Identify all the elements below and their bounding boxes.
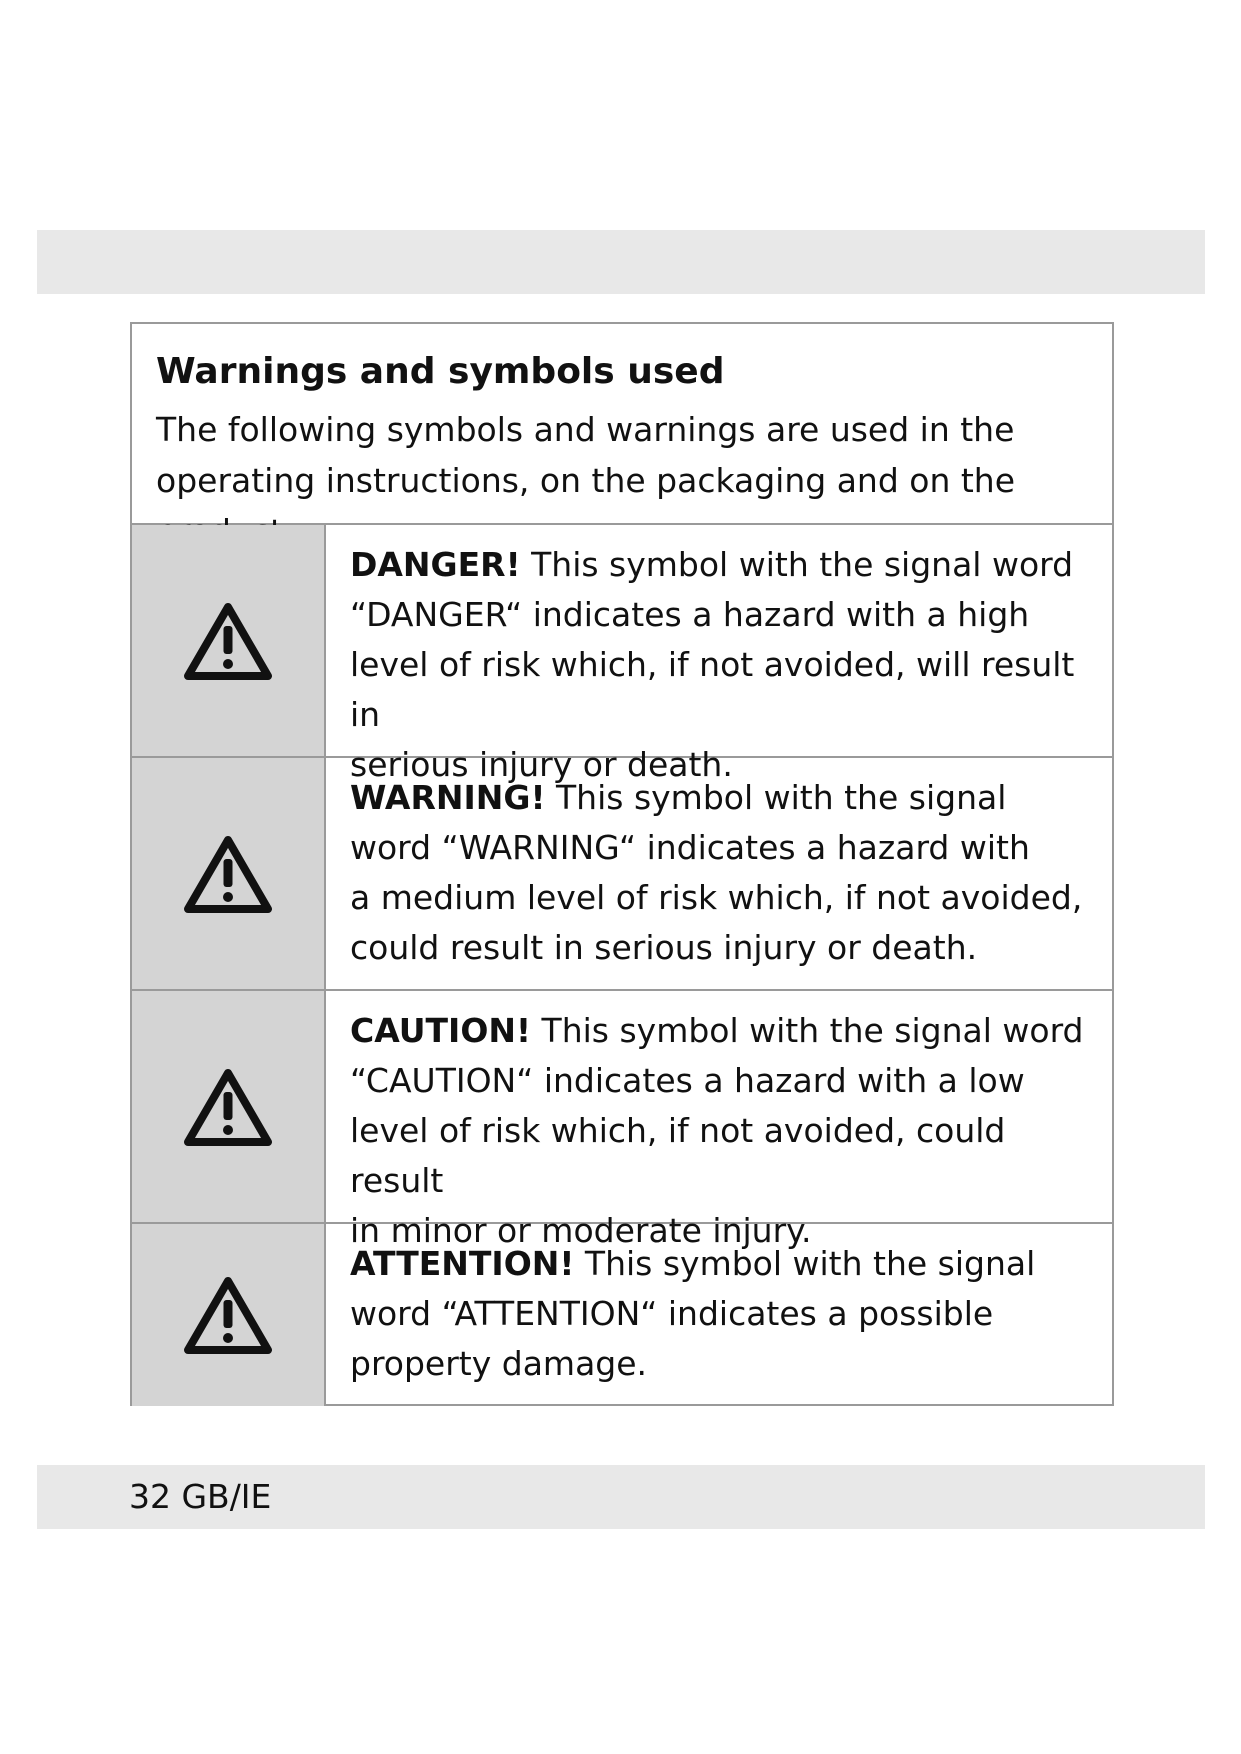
warning-line: property damage. xyxy=(350,1344,648,1383)
warning-row-attention xyxy=(132,1224,1112,1406)
warning-line: level of risk which, if not avoided, will result in xyxy=(350,645,1075,734)
warning-triangle-icon xyxy=(182,1274,274,1356)
warning-triangle-icon xyxy=(182,833,274,915)
warning-line: a medium level of risk which, if not avoided, xyxy=(350,878,1083,917)
warning-row-caution xyxy=(132,991,1112,1250)
warning-line-text: This symbol with the signal xyxy=(545,778,1007,817)
warning-triangle-icon xyxy=(182,600,274,682)
intro-line: operating instructions, on the packaging and on the xyxy=(156,461,1016,500)
warning-text xyxy=(326,991,1112,1250)
warning-line: could result in serious injury or death. xyxy=(350,928,978,967)
warning-line: level of risk which, if not avoided, could result xyxy=(350,1111,1006,1200)
footer-band xyxy=(37,1465,1205,1529)
icon-cell xyxy=(132,991,326,1222)
section-title: Warnings and symbols used xyxy=(156,351,725,392)
warning-text xyxy=(326,1224,1112,1406)
warning-line-text: This symbol with the signal word xyxy=(531,1011,1084,1050)
page-number: 32 GB/IE xyxy=(129,1477,272,1516)
signal-word: CAUTION! xyxy=(350,1011,532,1050)
warning-line xyxy=(350,1006,1092,1056)
icon-cell xyxy=(132,758,326,989)
warning-line-text: This symbol with the signal xyxy=(574,1244,1036,1283)
intro-line: The following symbols and warnings are used in the xyxy=(156,410,1015,449)
signal-word: DANGER! xyxy=(350,545,521,584)
warning-line xyxy=(350,773,1092,823)
warning-line-text: This symbol with the signal word xyxy=(520,545,1074,584)
warning-line xyxy=(350,540,1092,590)
signal-word: WARNING! xyxy=(350,778,546,817)
warning-line: “CAUTION“ indicates a hazard with a low xyxy=(350,1061,1025,1100)
warning-row-danger xyxy=(132,525,1112,784)
warnings-header xyxy=(132,324,1112,525)
signal-word: ATTENTION! xyxy=(350,1244,575,1283)
header-band xyxy=(37,230,1205,294)
warning-line xyxy=(350,1239,1092,1289)
warning-triangle-icon xyxy=(182,1066,274,1148)
warning-line: in minor or moderate injury. xyxy=(350,1211,812,1250)
warning-row-warning xyxy=(132,758,1112,991)
warning-line: word “ATTENTION“ indicates a possible xyxy=(350,1294,994,1333)
warning-line: serious injury or death. xyxy=(350,745,733,784)
warning-line: “DANGER“ indicates a hazard with a high xyxy=(350,595,1030,634)
warning-line: word “WARNING“ indicates a hazard with xyxy=(350,828,1030,867)
icon-cell xyxy=(132,1224,326,1406)
warning-text xyxy=(326,758,1112,989)
icon-cell xyxy=(132,525,326,756)
warnings-table xyxy=(130,322,1114,1406)
warning-text xyxy=(326,525,1112,784)
